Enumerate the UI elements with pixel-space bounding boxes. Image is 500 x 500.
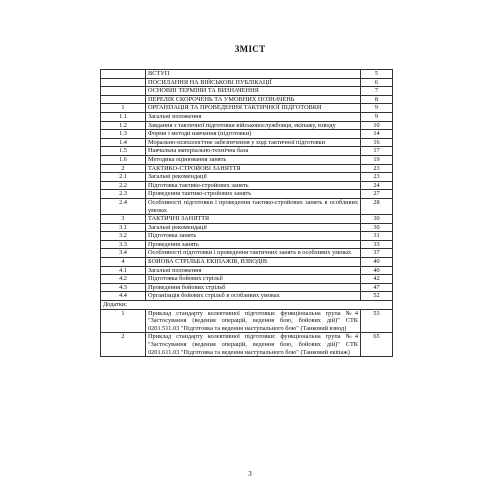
toc-section-number: 3.3 xyxy=(101,240,146,249)
toc-row xyxy=(101,215,393,224)
table-of-contents xyxy=(100,69,393,357)
toc-page-number: 10 xyxy=(361,121,393,130)
toc-page-number: 6 xyxy=(361,78,393,87)
toc-section-title: ТАКТИЧНІ ЗАНЯТТЯ xyxy=(146,215,361,224)
toc-section-title: Підготовка занять xyxy=(146,232,361,241)
toc-page-number: 33 xyxy=(361,240,393,249)
toc-section-number: 4.1 xyxy=(101,266,146,275)
toc-page-number: 30 xyxy=(361,215,393,224)
toc-section-number: 4 xyxy=(101,258,146,267)
toc-section-title: Проведення занять xyxy=(146,240,361,249)
page-number: 3 xyxy=(248,470,252,478)
toc-row xyxy=(101,112,393,121)
toc-row xyxy=(101,275,393,284)
appendix-header-row xyxy=(101,301,393,310)
appendix-title: Приклад стандарту колективної підготовки: функціональна група №4 "Застосування (ведення операцій, ведення бою, бойових дій)" СТК 0201.611.03 "Підготовка та ведення наступального бою" (Танковий екіпаж) xyxy=(146,333,361,357)
toc-section-title: Навчальна матеріально-технічна база xyxy=(146,147,361,156)
toc-section-number: 1.1 xyxy=(101,112,146,121)
toc-row xyxy=(101,266,393,275)
toc-section-number xyxy=(101,70,146,79)
toc-page-number: 27 xyxy=(361,190,393,199)
toc-row xyxy=(101,223,393,232)
toc-row xyxy=(101,130,393,139)
toc-section-number: 1.2 xyxy=(101,121,146,130)
toc-section-title: Загальні положення xyxy=(146,112,361,121)
toc-section-number: 2.2 xyxy=(101,181,146,190)
toc-page-number: 9 xyxy=(361,112,393,121)
toc-page-number: 23 xyxy=(361,173,393,182)
toc-page-number: 8 xyxy=(361,95,393,104)
toc-row xyxy=(101,155,393,164)
toc-section-number xyxy=(101,78,146,87)
appendix-row xyxy=(101,333,393,357)
toc-row xyxy=(101,78,393,87)
appendix-number: 2 xyxy=(101,333,146,357)
toc-row xyxy=(101,173,393,182)
toc-section-title: Підготовка бойових стрільб xyxy=(146,275,361,284)
toc-page-number: 14 xyxy=(361,130,393,139)
toc-row xyxy=(101,87,393,96)
toc-row xyxy=(101,70,393,79)
toc-section-title: Загальні положення xyxy=(146,266,361,275)
toc-page-number: 47 xyxy=(361,283,393,292)
toc-row xyxy=(101,104,393,113)
toc-section-title: Особливості підготовки і проведення тактико-стройових занять в особливих умовах xyxy=(146,198,361,214)
toc-section-title: ТАКТИКО-СТРОЙОВІ ЗАНЯТТЯ xyxy=(146,164,361,173)
toc-section-title: ОСНОВНІ ТЕРМІНИ ТА ВИЗНАЧЕННЯ xyxy=(146,87,361,96)
toc-page-number: 7 xyxy=(361,87,393,96)
toc-section-title: Особливості підготовки і проведення тактичних занять в особливих умовах xyxy=(146,249,361,258)
toc-page-number: 40 xyxy=(361,266,393,275)
toc-section-title: Проведення бойових стрільб xyxy=(146,283,361,292)
toc-section-number: 3 xyxy=(101,215,146,224)
toc-section-number: 2 xyxy=(101,164,146,173)
appendix-page-number: 53 xyxy=(361,309,393,333)
toc-section-number: 1.4 xyxy=(101,138,146,147)
toc-section-title: Морально-психологічне забезпечення у ході тактичної підготовки xyxy=(146,138,361,147)
toc-page-number: 28 xyxy=(361,198,393,214)
toc-section-title: Проведення тактико-стройових занять xyxy=(146,190,361,199)
toc-row xyxy=(101,283,393,292)
toc-page-number: 40 xyxy=(361,258,393,267)
toc-page-number: 19 xyxy=(361,155,393,164)
page-title: ЗМІСТ xyxy=(234,44,266,54)
toc-section-title: Методика оцінювання занять xyxy=(146,155,361,164)
toc-row xyxy=(101,198,393,214)
toc-row xyxy=(101,258,393,267)
toc-section-number: 2.4 xyxy=(101,198,146,214)
toc-row xyxy=(101,190,393,199)
toc-row xyxy=(101,292,393,301)
toc-page-number: 52 xyxy=(361,292,393,301)
toc-row xyxy=(101,240,393,249)
toc-section-number: 4.3 xyxy=(101,283,146,292)
toc-section-title: ПЕРЕЛІК СКОРОЧЕНЬ ТА УМОВНИХ ПОЗНАЧЕНЬ xyxy=(146,95,361,104)
toc-section-number: 1.5 xyxy=(101,147,146,156)
toc-page-number: 42 xyxy=(361,275,393,284)
toc-page-number: 16 xyxy=(361,138,393,147)
toc-section-title: ВСТУП xyxy=(146,70,361,79)
toc-section-number: 3.1 xyxy=(101,223,146,232)
toc-section-title: Форми і методи навчання (підготовки) xyxy=(146,130,361,139)
toc-section-number: 4.2 xyxy=(101,275,146,284)
toc-section-title: Підготовка тактико-стройових занять xyxy=(146,181,361,190)
toc-page-number: 30 xyxy=(361,223,393,232)
toc-section-number: 2.3 xyxy=(101,190,146,199)
toc-row xyxy=(101,95,393,104)
toc-page-number: 17 xyxy=(361,147,393,156)
toc-row xyxy=(101,147,393,156)
toc-row xyxy=(101,181,393,190)
toc-row xyxy=(101,121,393,130)
appendix-title: Приклад стандарту колективної підготовки: функціональна група №4 "Застосування (ведення операцій, ведення бою, бойових дій)" СТК 0201.511.03 "Підготовка та ведення наступального бою" (Танковий взвод) xyxy=(146,309,361,333)
toc-section-number: 1.6 xyxy=(101,155,146,164)
toc-section-title: Завдання з тактичної підготовки військовослужбовця, екіпажу, взводу xyxy=(146,121,361,130)
toc-row xyxy=(101,164,393,173)
toc-page-number: 9 xyxy=(361,104,393,113)
appendix-number: 1 xyxy=(101,309,146,333)
toc-section-number: 4.4 xyxy=(101,292,146,301)
toc-page-number: 31 xyxy=(361,232,393,241)
appendix-row xyxy=(101,309,393,333)
toc-section-number: 3.4 xyxy=(101,249,146,258)
appendix-page-number: 65 xyxy=(361,333,393,357)
toc-section-title: БОЙОВА СТРІЛЬБА ЕКІПАЖІВ, ВЗВОДІВ xyxy=(146,258,361,267)
toc-section-title: Загальні рекомендації xyxy=(146,223,361,232)
toc-section-title: ПОСИЛАННЯ НА ВІЙСЬКОВІ ПУБЛІКАЦІЇ xyxy=(146,78,361,87)
toc-section-number: 2.1 xyxy=(101,173,146,182)
toc-row xyxy=(101,138,393,147)
toc-section-number: 1.3 xyxy=(101,130,146,139)
toc-page-number: 23 xyxy=(361,164,393,173)
toc-page-number: 5 xyxy=(361,70,393,79)
appendix-label: Додатки: xyxy=(101,301,393,310)
toc-page-number: 37 xyxy=(361,249,393,258)
toc-section-title: ОРГАНІЗАЦІЯ ТА ПРОВЕДЕННЯ ТАКТИЧНОЇ ПІДГОТОВКИ xyxy=(146,104,361,113)
toc-section-number: 1 xyxy=(101,104,146,113)
toc-section-number xyxy=(101,95,146,104)
toc-section-number: 3.2 xyxy=(101,232,146,241)
toc-section-title: Загальні рекомендації xyxy=(146,173,361,182)
toc-section-title: Організація бойових стрільб в особливих умовах xyxy=(146,292,361,301)
toc-page-number: 24 xyxy=(361,181,393,190)
toc-row xyxy=(101,249,393,258)
toc-section-number xyxy=(101,87,146,96)
toc-row xyxy=(101,232,393,241)
